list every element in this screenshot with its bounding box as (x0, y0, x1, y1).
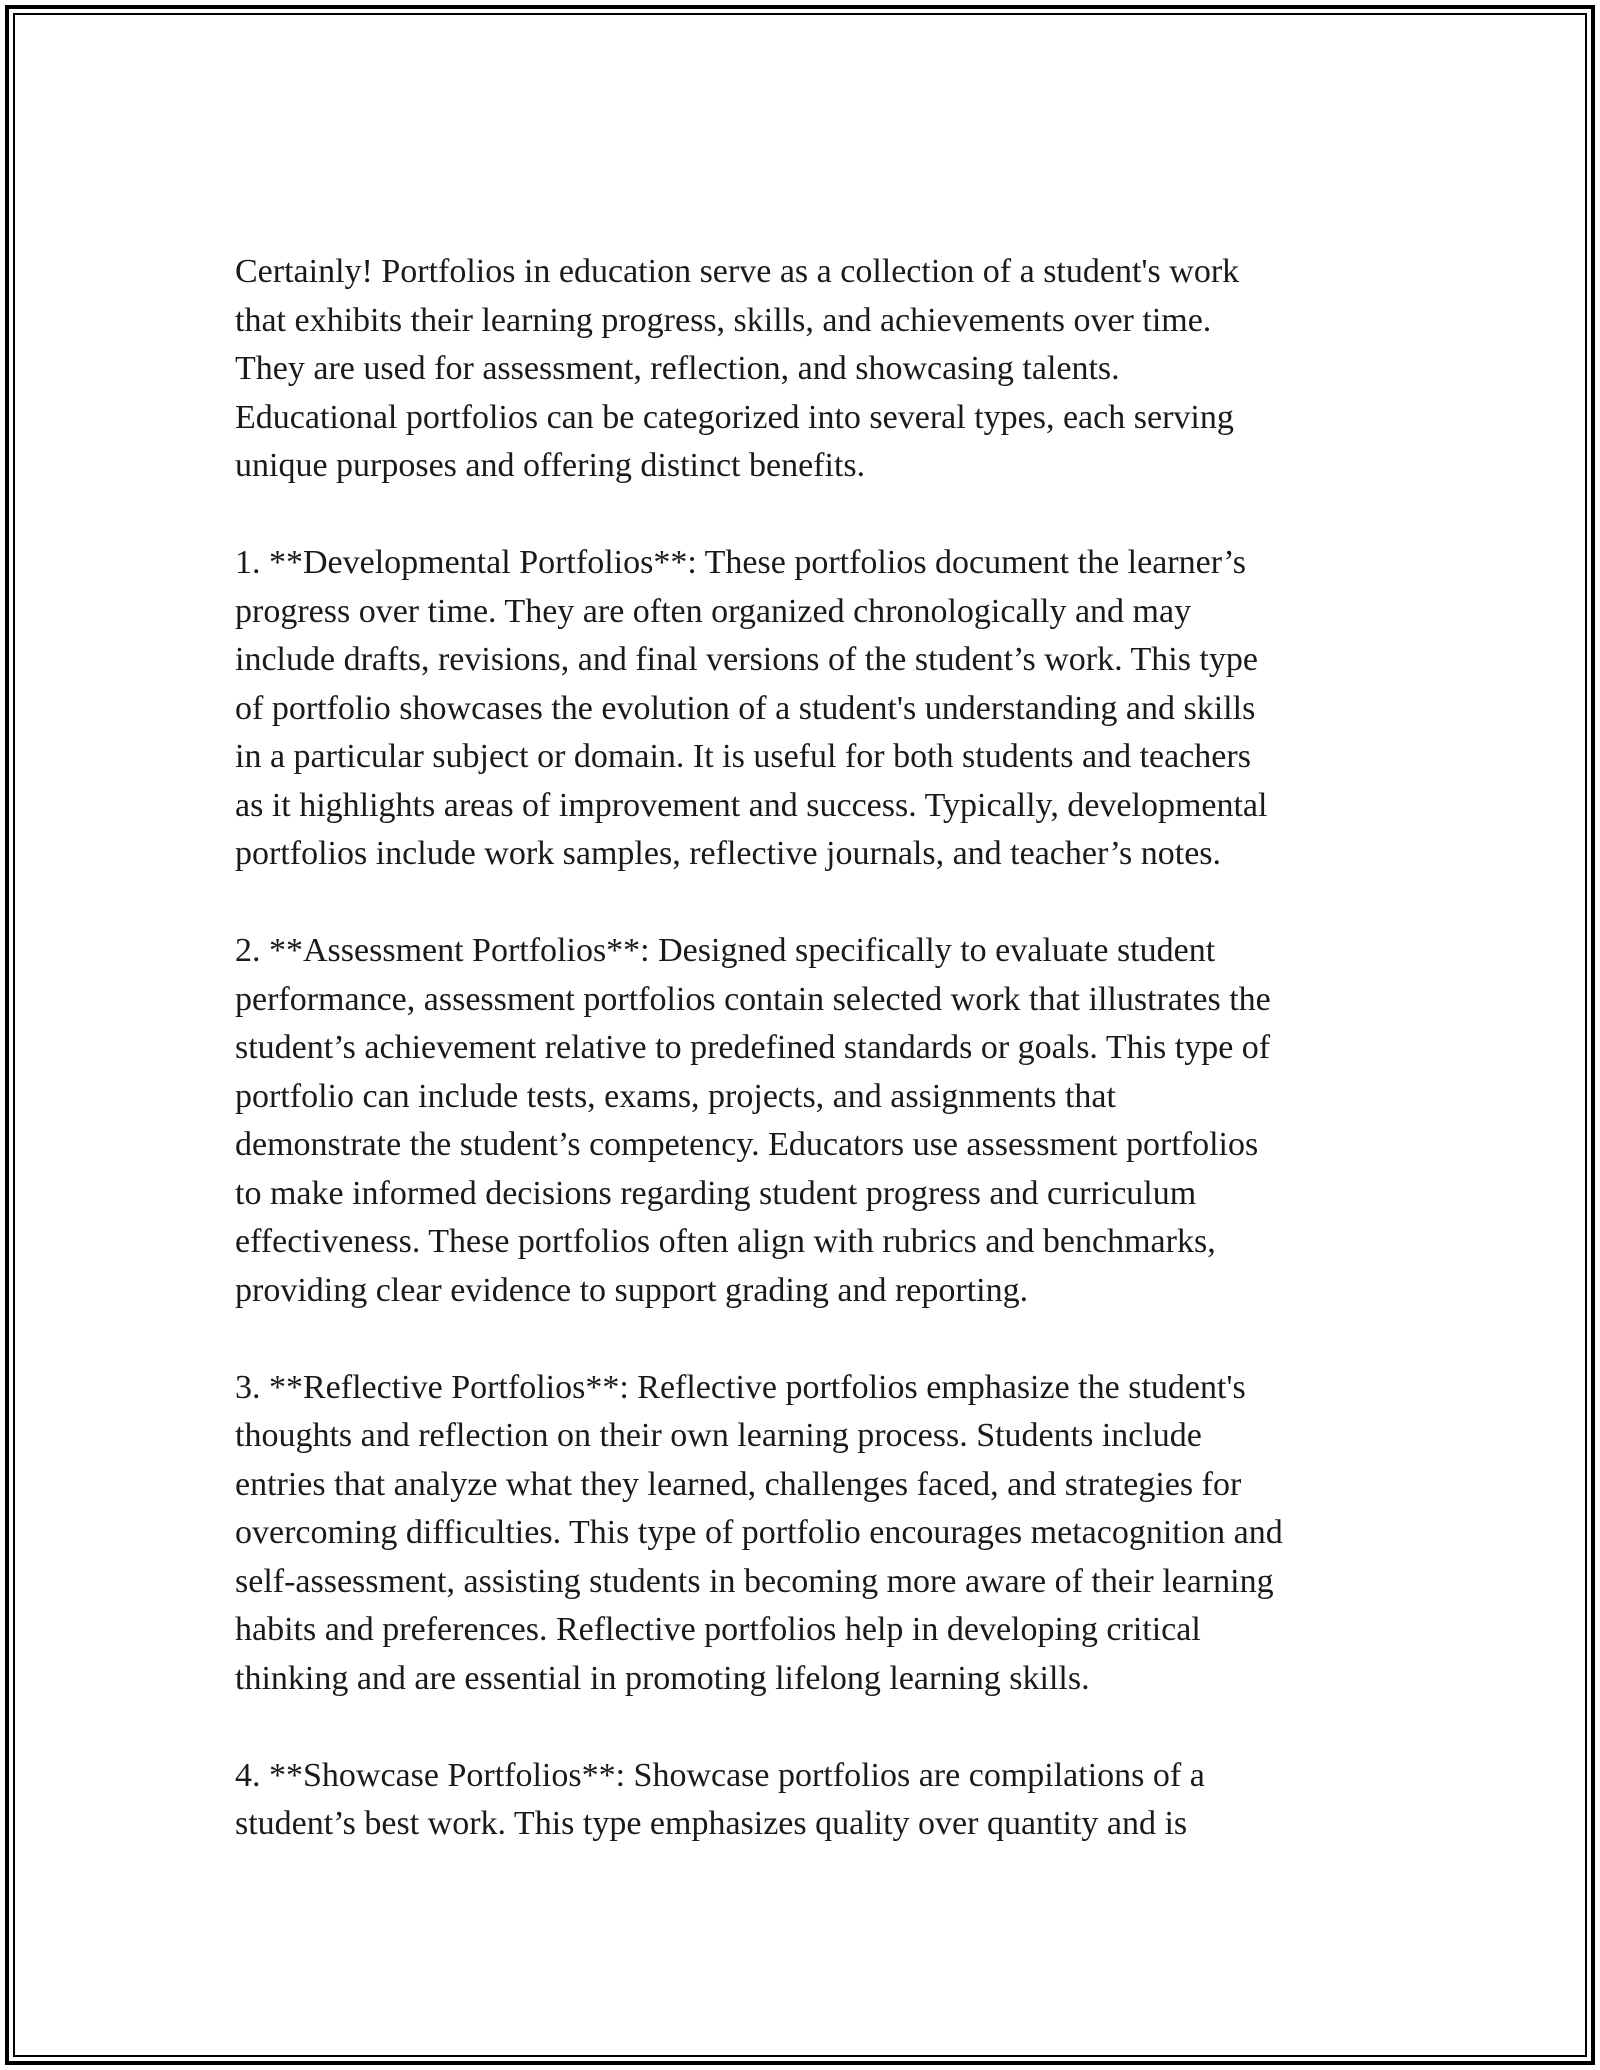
text-line: effectiveness. These portfolios often align with rubrics and benchmarks, (235, 1223, 1216, 1260)
text-line: that exhibits their learning progress, skills, and achievements over time. (235, 301, 1212, 339)
intro-paragraph (235, 248, 1395, 491)
text-line: portfolio can include tests, exams, projects, and assignments that (235, 1077, 1116, 1115)
text-line: student’s achievement relative to predefined standards or goals. This type of (235, 1029, 1271, 1066)
assessment-portfolios-paragraph (235, 927, 1395, 1315)
text-line: of portfolio showcases the evolution of a student's understanding and skills (235, 689, 1256, 727)
text-line: Educational portfolios can be categorized into several types, each serving (235, 398, 1234, 436)
text-line: thinking and are essential in promoting lifelong learning skills. (235, 1659, 1090, 1697)
text-line: habits and preferences. Reflective portfolios help in developing critical (235, 1611, 1201, 1648)
text-line: demonstrate the student’s competency. Educators use assessment portfolios (235, 1126, 1259, 1163)
text-line: thoughts and reflection on their own learning process. Students include (235, 1417, 1202, 1454)
text-line: 1. **Developmental Portfolios**: These portfolios document the learner’s (235, 544, 1246, 581)
text-line: 4. **Showcase Portfolios**: Showcase portfolios are compilations of a (235, 1756, 1205, 1794)
document-body (235, 248, 1395, 1897)
showcase-portfolios-paragraph (235, 1752, 1395, 1849)
text-line: overcoming difficulties. This type of portfolio encourages metacognition and (235, 1514, 1283, 1551)
developmental-portfolios-paragraph (235, 539, 1395, 879)
text-line: self-assessment, assisting students in becoming more aware of their learning (235, 1562, 1274, 1600)
reflective-portfolios-paragraph (235, 1364, 1395, 1704)
text-line: progress over time. They are often organized chronologically and may (235, 592, 1192, 630)
text-line: 2. **Assessment Portfolios**: Designed specifically to evaluate student (235, 932, 1216, 969)
text-line: include drafts, revisions, and final versions of the student’s work. This type (235, 641, 1258, 678)
text-line: Certainly! Portfolios in education serve as a collection of a student's work (235, 253, 1240, 290)
text-line: unique purposes and offering distinct benefits. (235, 447, 866, 484)
text-line: performance, assessment portfolios contain selected work that illustrates the (235, 980, 1271, 1018)
text-line: portfolios include work samples, reflective journals, and teacher’s notes. (235, 835, 1222, 872)
text-line: in a particular subject or domain. It is useful for both students and teachers (235, 738, 1251, 775)
text-line: entries that analyze what they learned, challenges faced, and strategies for (235, 1465, 1242, 1503)
text-line: student’s best work. This type emphasizes quality over quantity and is (235, 1805, 1188, 1842)
text-line: They are used for assessment, reflection, and showcasing talents. (235, 350, 1120, 387)
text-line: to make informed decisions regarding student progress and curriculum (235, 1174, 1197, 1212)
text-line: as it highlights areas of improvement and success. Typically, developmental (235, 786, 1268, 824)
text-line: 3. **Reflective Portfolios**: Reflective portfolios emphasize the student's (235, 1368, 1246, 1406)
text-line: providing clear evidence to support grading and reporting. (235, 1271, 1029, 1309)
